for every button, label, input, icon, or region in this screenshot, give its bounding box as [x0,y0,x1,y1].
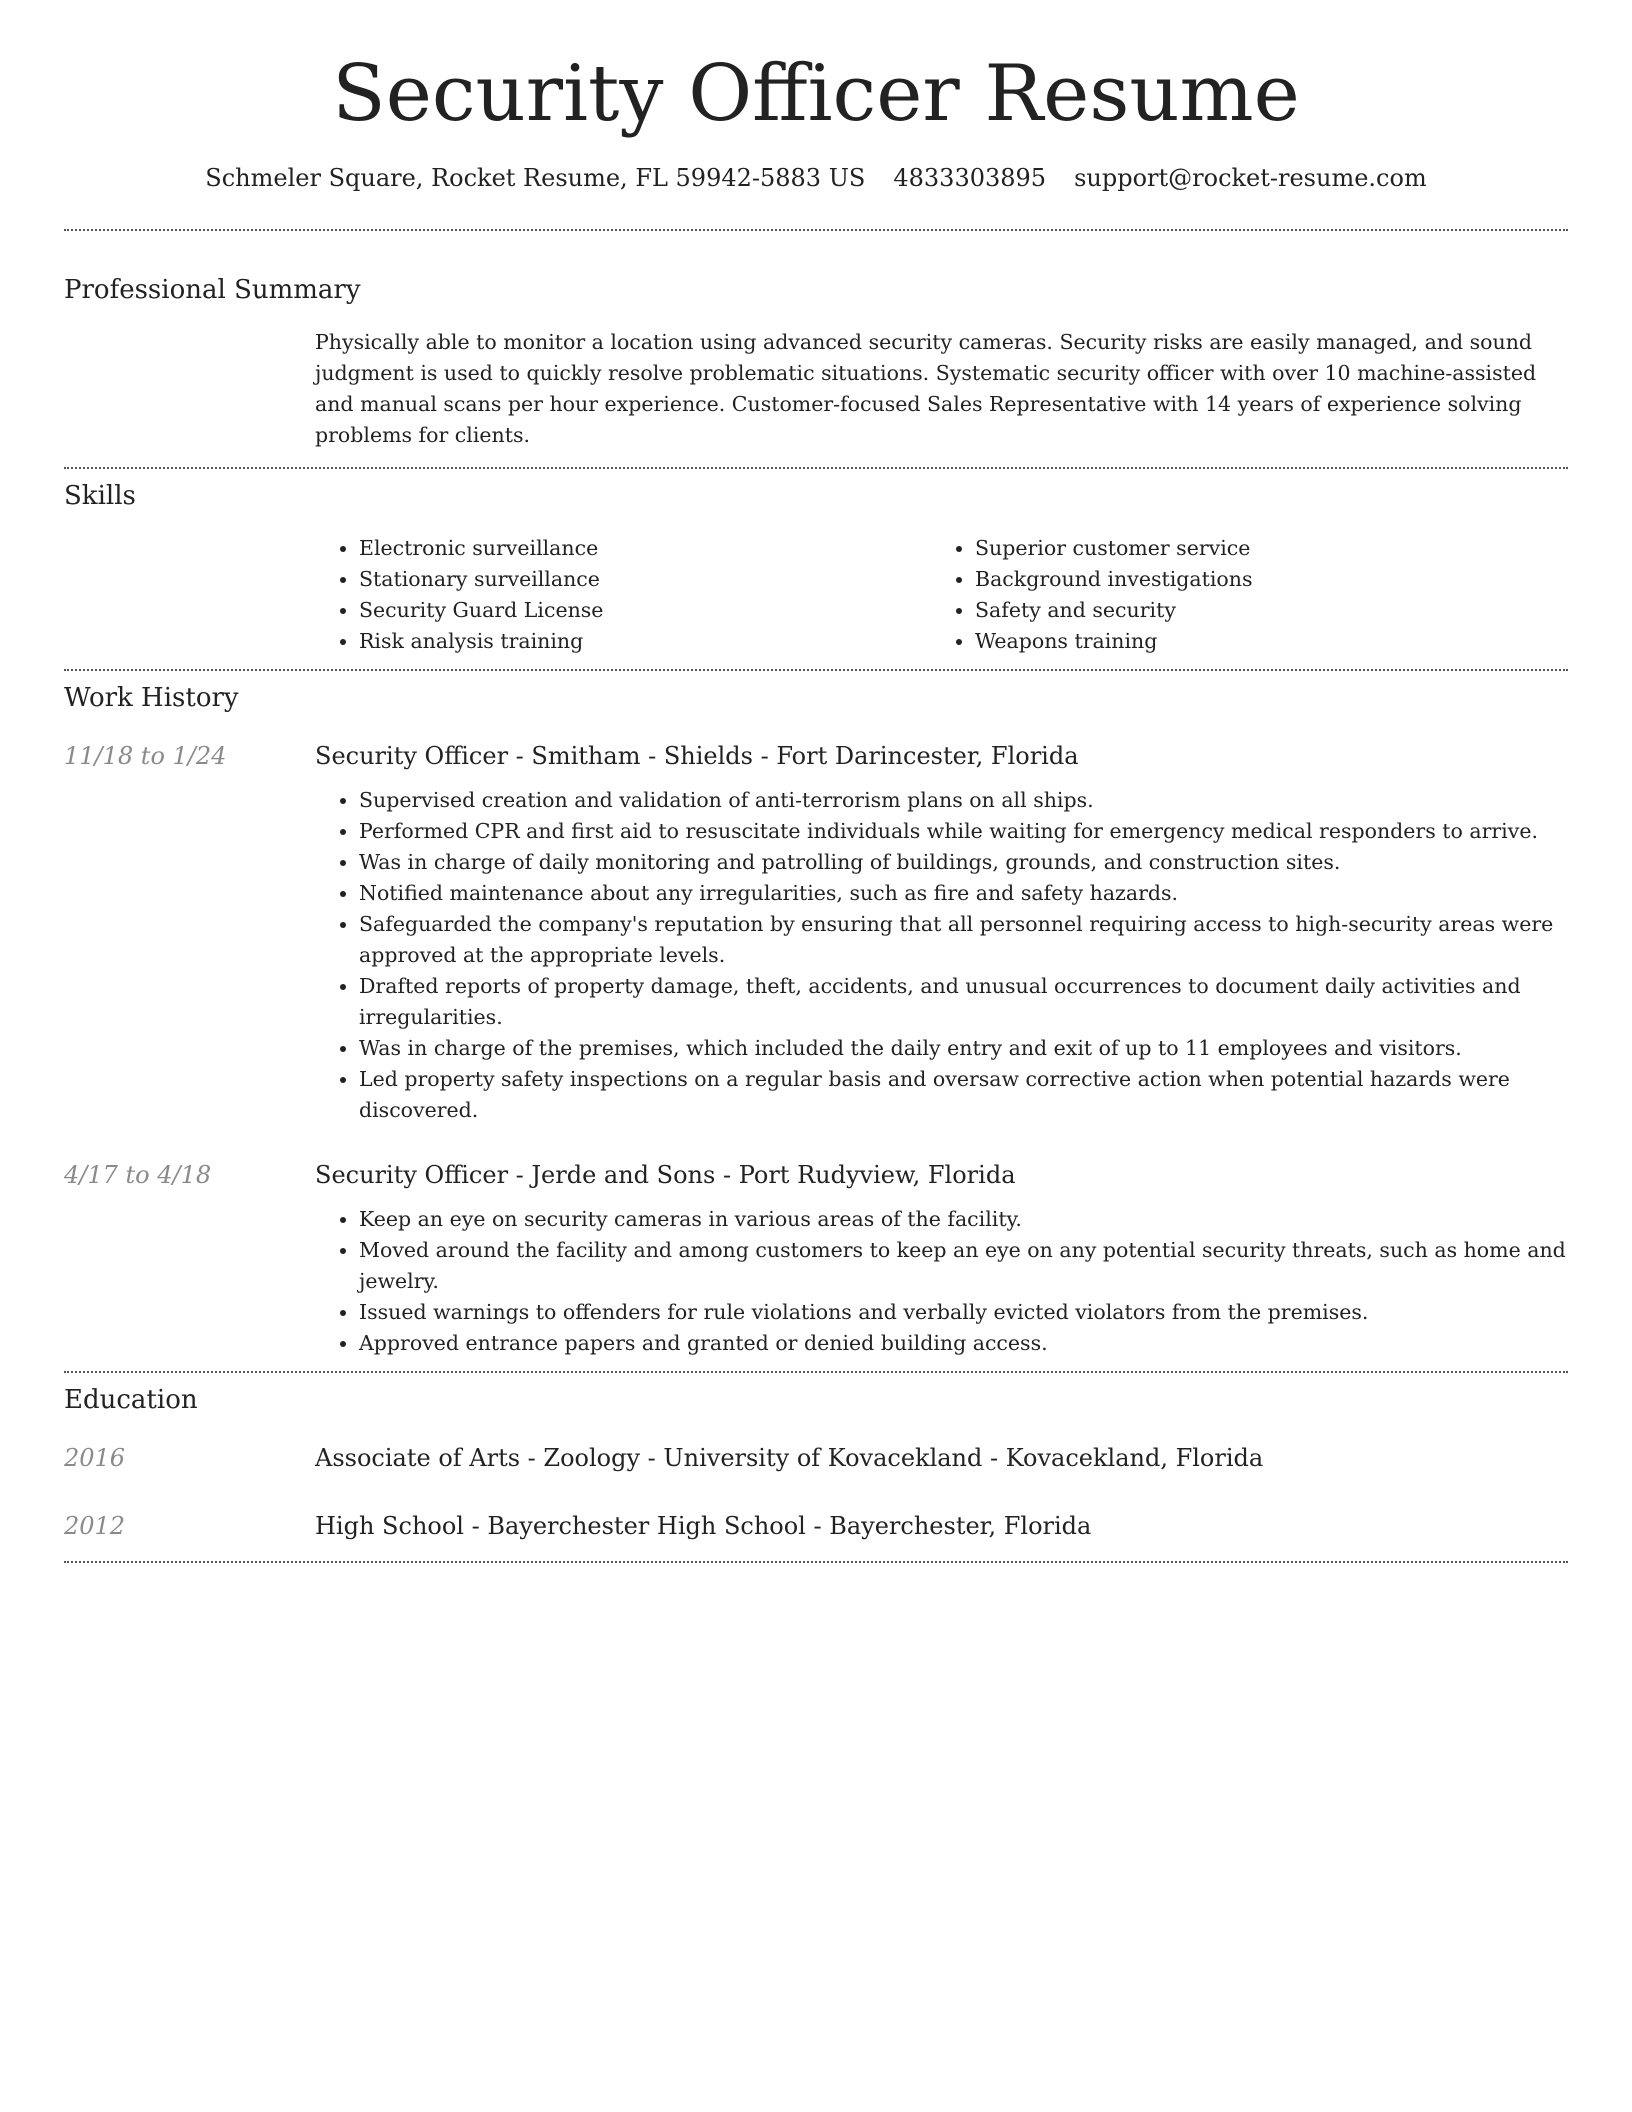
section-title-education: Education [64,1384,198,1415]
job-heading: Security Officer - Jerde and Sons - Port Rudyview, Florida [315,1160,1016,1189]
skill-item: • Background investigations [975,564,1547,595]
education-entry [64,1511,1568,1541]
education-heading: High School - Bayerchester High School - Bayerchester, Florida [315,1511,1092,1540]
section-title-skills: Skills [64,480,136,511]
job-bullet: • Was in charge of daily monitoring and patrolling of buildings, grounds, and construction sites. [359,847,1568,878]
skills-list-right [931,533,1547,657]
education-year: 2012 [64,1511,126,1540]
education-heading: Associate of Arts - Zoology - University of Kovacekland - Kovacekland, Florida [315,1443,1264,1472]
job-bullets [315,1204,1568,1359]
skill-item: • Risk analysis training [359,626,931,657]
education-year: 2016 [64,1443,126,1472]
skill-item: • Security Guard License [359,595,931,626]
summary-text: Physically able to monitor a location using advanced security cameras. Security risks are easily managed, and sound judgment is used to quickly resolve problematic situations. Systematic security officer with over 10 machine-assisted and manual scans per hour experience. Customer-focused Sales Representative with 14 years of experience solving problems for clients. [315,329,1537,447]
section-title-summary: Professional Summary [64,274,361,305]
job-bullet: • Supervised creation and validation of anti-terrorism plans on all ships. [359,785,1568,816]
divider [64,467,1568,469]
section-title-work-history: Work History [64,682,239,713]
page-title: Security Officer Resume [332,49,1300,139]
job-entry [64,741,1568,1126]
education-entry [64,1443,1568,1473]
skill-item: • Superior customer service [975,533,1547,564]
job-bullet: • Issued warnings to offenders for rule violations and verbally evicted violators from the premises. [359,1297,1568,1328]
job-bullet: • Approved entrance papers and granted or denied building access. [359,1328,1568,1359]
skill-item: • Safety and security [975,595,1547,626]
job-dates: 4/17 to 4/18 [64,1160,212,1189]
job-heading: Security Officer - Smitham - Shields - Fort Darincester, Florida [315,741,1079,770]
job-bullet: • Drafted reports of property damage, theft, accidents, and unusual occurrences to document daily activities and irregularities. [359,971,1568,1033]
contact-email: support@rocket-resume.com [1074,163,1427,192]
summary-section [64,275,1568,467]
divider [64,229,1568,231]
work-history-section [64,683,1568,1371]
skills-section [64,481,1568,669]
contact-info [64,164,1568,193]
contact-phone: 4833303895 [893,163,1047,192]
divider [64,1561,1568,1563]
job-dates: 11/18 to 1/24 [64,741,227,770]
contact-address: Schmeler Square, Rocket Resume, FL 59942-5883 US [205,163,866,192]
job-bullet: • Led property safety inspections on a regular basis and oversaw corrective action when potential hazards were discovered. [359,1064,1568,1126]
job-bullet: • Moved around the facility and among customers to keep an eye on any potential security threats, such as home and jewelry. [359,1235,1568,1297]
divider [64,669,1568,671]
job-bullet: • Safeguarded the company's reputation by ensuring that all personnel requiring access to high-security areas were approved at the appropriate levels. [359,909,1568,971]
job-bullet: • Notified maintenance about any irregularities, such as fire and safety hazards. [359,878,1568,909]
skills-list-left [315,533,931,657]
job-bullet: • Performed CPR and first aid to resuscitate individuals while waiting for emergency medical responders to arrive. [359,816,1568,847]
divider [64,1371,1568,1373]
skill-item: • Weapons training [975,626,1547,657]
resume-header [64,0,1568,193]
job-bullet: • Keep an eye on security cameras in various areas of the facility. [359,1204,1568,1235]
education-section [64,1385,1568,1541]
job-bullets [315,785,1568,1126]
skill-item: • Electronic surveillance [359,533,931,564]
job-entry [64,1160,1568,1371]
skill-item: • Stationary surveillance [359,564,931,595]
job-bullet: • Was in charge of the premises, which included the daily entry and exit of up to 11 employees and visitors. [359,1033,1568,1064]
